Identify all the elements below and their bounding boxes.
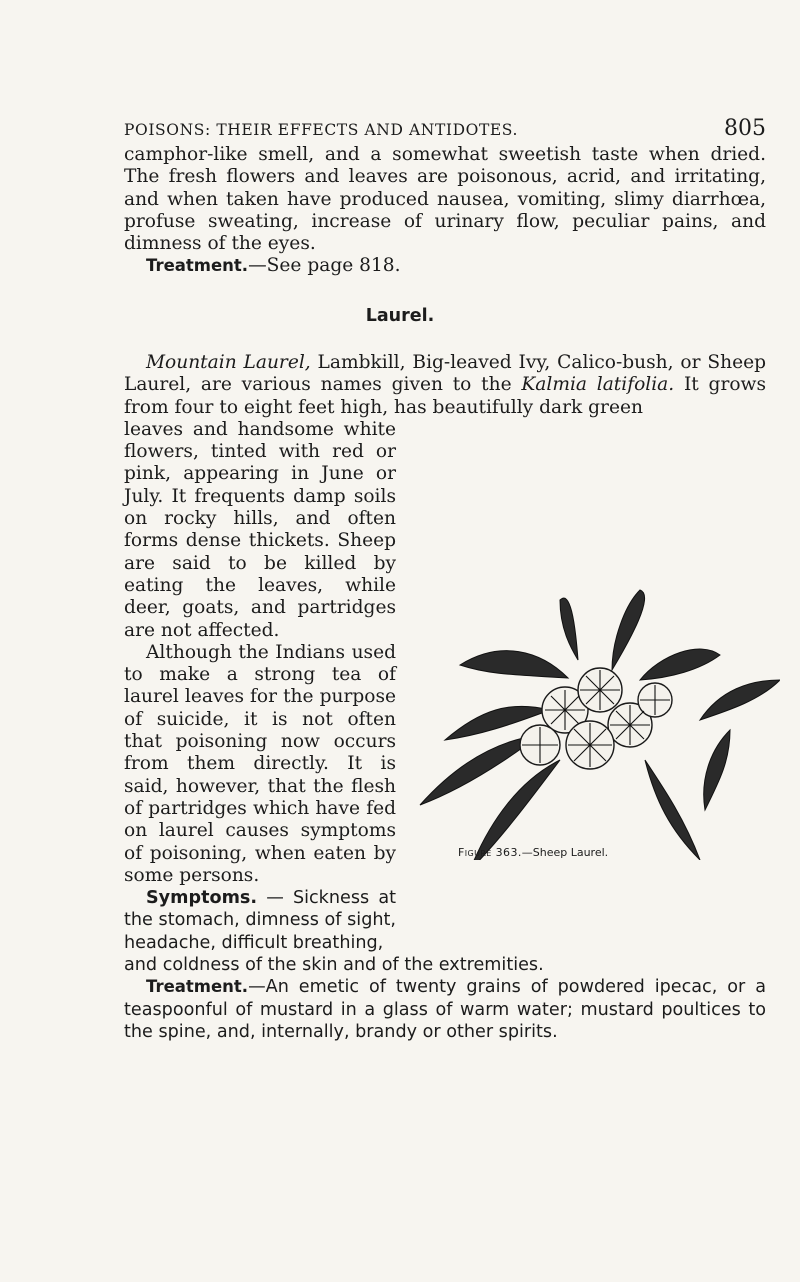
laurel-common-name: Mountain Laurel, [146, 352, 311, 373]
laurel-species: Kalmia latifolia. [521, 374, 675, 396]
treatment-text: —See page 818. [248, 255, 401, 277]
figure-caption-text: —Sheep Laurel. [521, 846, 609, 859]
treatment-label: Treatment. [146, 256, 249, 276]
running-title: POISONS: THEIR EFFECTS AND ANTIDOTES. [124, 121, 518, 139]
laurel-symptoms-cont: and coldness of the skin and of the extremities. [124, 955, 544, 976]
intro-text: camphor-like smell, and a somewhat sweetish taste when dried. The fresh flowers and leaves are poisonous, acrid, and irritating, and when taken have produced nausea, vomiting, slimy diarrhœa, profuse sweating, increase of urinary flow, peculiar pains, and dimness of the eyes. [124, 144, 766, 255]
laurel-engraving [400, 560, 780, 860]
page-number: 805 [724, 116, 766, 141]
page-header [124, 116, 766, 141]
figure-caption [458, 846, 768, 859]
intro-paragraph [124, 144, 766, 278]
section-title: Laurel. [365, 306, 435, 326]
laurel-intro-lines [124, 352, 766, 419]
figure-caption-label: Figure 363. [458, 846, 522, 859]
laurel-description: leaves and handsome white flowers, tinted with red or pink, appearing in June or July. It frequents damp soils on rocky hills, and often forms dense thickets. Sheep are said to be killed by eating the leaves, while deer, goats, and partridges are not affected. [124, 418, 396, 641]
laurel-height: It grows from four to eight feet high, has beautifully dark green [124, 374, 766, 418]
laurel-treatment-label: Treatment. [146, 977, 249, 997]
symptoms-text: — Sickness at the stomach, dimness of sight, headache, difficult breathing, [124, 888, 396, 953]
laurel-symptoms [124, 887, 396, 954]
laurel-indians-paragraph: Although the Indians used to make a strong tea of laurel leaves for the purpose of suicide, it is not often that poisoning now occurs from them directly. It is said, however, that the flesh of partridges which have fed on laurel causes symptoms of poisoning, when eaten by some persons. [124, 641, 396, 886]
sheep-laurel-illustration [400, 560, 780, 860]
intro-treatment [124, 255, 766, 277]
laurel-treatment-text: —An emetic of twenty grains of powdered ipecac, or a teaspoonful of mustard in a glass of warm water; mustard poultices to the spine, and, internally, brandy or other spirits. [124, 977, 766, 1042]
laurel-treatment [124, 976, 766, 1043]
laurel-names: Lambkill, Big-leaved Ivy, Calico-bush, or Sheep Laurel, are various names given to the [124, 352, 766, 396]
symptoms-label: Symptoms. [146, 888, 258, 909]
